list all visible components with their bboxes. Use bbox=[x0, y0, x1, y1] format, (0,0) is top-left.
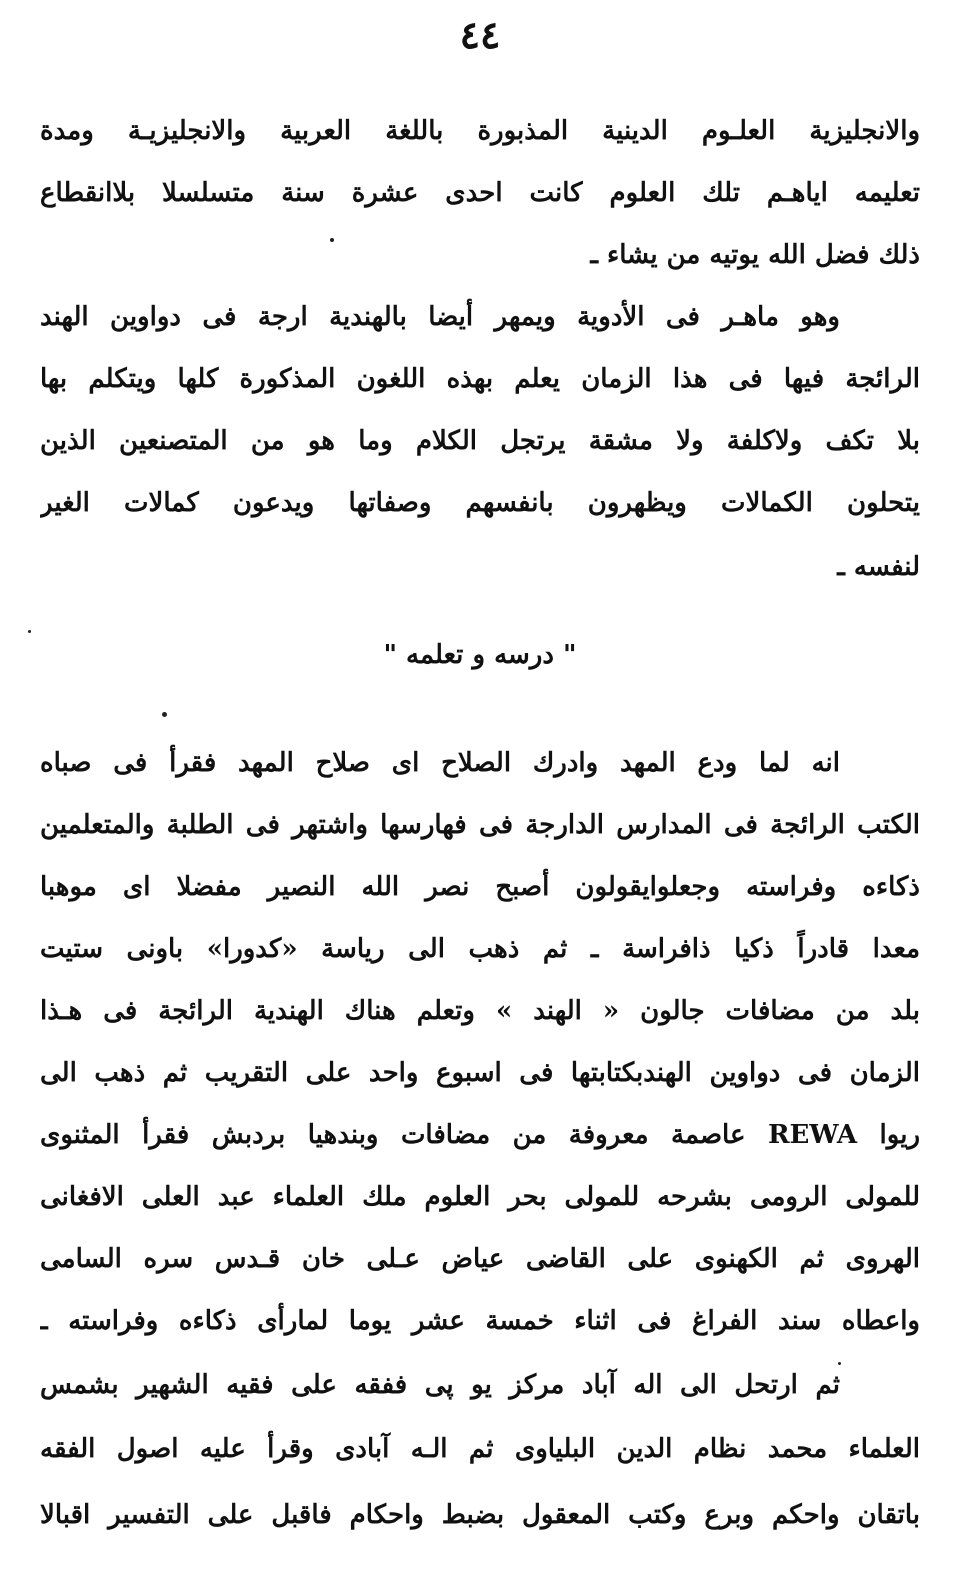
text-line: الزمان فى دواوين الهندبكتابتها فى اسبوع واحد على التقريب ثم ذهب الى bbox=[40, 1058, 920, 1088]
text-line: معدا قادراً ذكيا ذافراسة ـ ثم ذهب الى رياسة «كدورا» باونى ستيت bbox=[40, 934, 920, 964]
text-line: الهروى ثم الكهنوى على القاضى عياض عـلى خان قـدس سره السامى bbox=[40, 1244, 920, 1274]
text-line: والانجليزية العلـوم الدينية المذبورة باللغة العربية والانجليزيـة ومدة bbox=[40, 116, 920, 146]
page-number: ٤٤ bbox=[459, 12, 501, 57]
section-heading: " درسه و تعلمه " bbox=[383, 640, 577, 670]
scan-speck bbox=[330, 238, 334, 242]
text-line: ذلك فضل الله يوتيه من يشاء ـ bbox=[590, 240, 920, 270]
text-line: واعطاه سند الفراغ فى اثناء خمسة عشر يوما لمارأى ذكاءه وفراسته ـ bbox=[40, 1306, 920, 1336]
scan-speck bbox=[838, 1362, 841, 1365]
text-line: تعليمه اياهـم تلك العلوم كانت احدى عشرة سنة متسلسلا بلاانقطاع bbox=[40, 178, 920, 208]
scan-speck bbox=[28, 630, 31, 633]
text-line: بلا تكف ولاكلفة ولا مشقة يرتجل الكلام وما هو من المتصنعين الذين bbox=[40, 426, 920, 456]
text-line: للمولى الرومى بشرحه للمولى بحر العلوم ملك العلماء عبد العلى الافغانى bbox=[40, 1182, 920, 1212]
text-line: باتقان واحكم وبرع وكتب المعقول بضبط واحكام فاقبل على التفسير اقبالا bbox=[40, 1500, 920, 1530]
text-line: وهو ماهـر فى الأدوية ويمهر أيضا بالهندية ارجة فى دواوين الهند bbox=[40, 302, 840, 332]
text-line: العلماء محمد نظام الدين البلياوى ثم الـه آبادى وقرأ عليه اصول الفقه bbox=[40, 1434, 920, 1464]
text-line: الكتب الرائجة فى المدارس الدارجة فى فهارسها واشتهر فى الطلبة والمتعلمين bbox=[40, 810, 920, 840]
text-line: ريوا REWA عاصمة معروفة من مضافات وبندهيا بردبش فقرأ المثنوى bbox=[40, 1120, 920, 1150]
text-line: انه لما ودع المهد وادرك الصلاح اى صلاح المهد فقرأ فى صباه bbox=[40, 748, 840, 778]
text-line: الرائجة فيها فى هذا الزمان يعلم بهذه اللغون المذكورة كلها ويتكلم بها bbox=[40, 364, 920, 394]
text-line: لنفسه ـ bbox=[837, 552, 920, 582]
text-line: ذكاءه وفراسته وجعلوايقولون أصبح نصر الله النصير مفضلا اى موهبا bbox=[40, 872, 920, 902]
scan-speck bbox=[162, 712, 167, 717]
text-line: يتحلون الكمالات ويظهرون بانفسهم وصفاتها ويدعون كمالات الغير bbox=[40, 488, 920, 518]
text-line: بلد من مضافات جالون « الهند » وتعلم هناك الهندية الرائجة فى هـذا bbox=[40, 996, 920, 1026]
text-line: ثم ارتحل الى اله آباد مركز يو پى ففقه على فقيه الشهير بشمس bbox=[40, 1370, 840, 1400]
